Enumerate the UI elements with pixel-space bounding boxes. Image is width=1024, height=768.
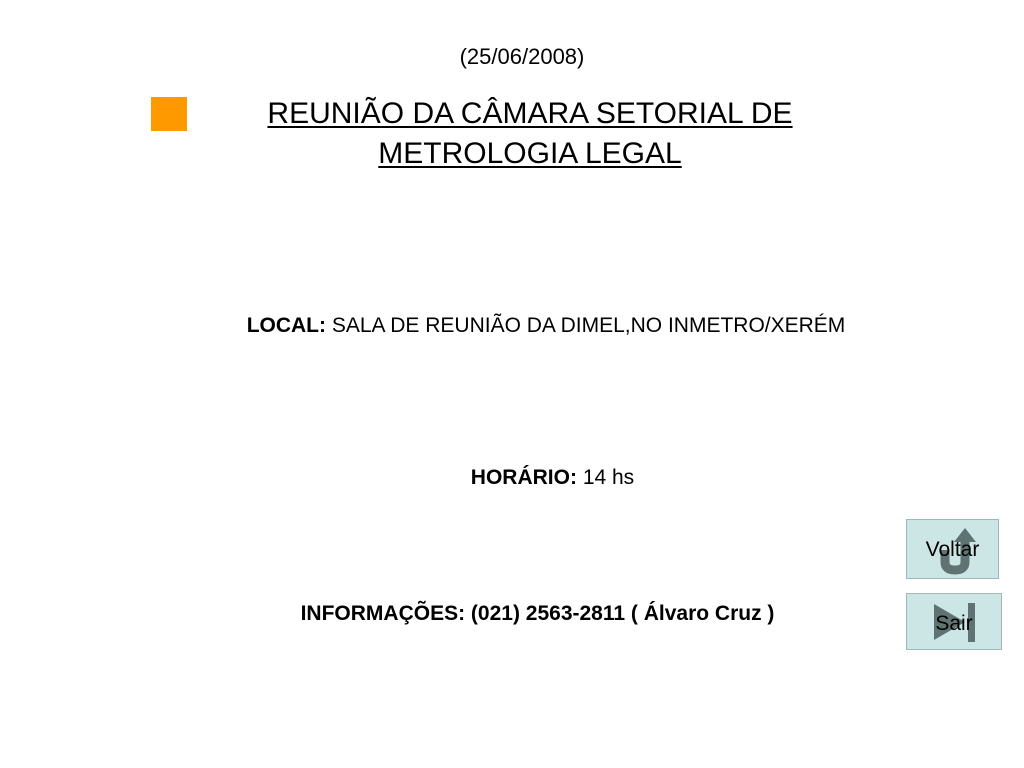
meeting-date: (25/06/2008) bbox=[459, 44, 585, 69]
contact-info: INFORMAÇÕES: (021) 2563-2811 ( Álvaro Cruz ) bbox=[300, 602, 775, 625]
time-line bbox=[0, 466, 1024, 490]
exit-button[interactable] bbox=[906, 593, 1002, 650]
time-label: HORÁRIO: bbox=[470, 466, 577, 489]
location-line bbox=[0, 314, 1024, 338]
back-button[interactable] bbox=[906, 519, 999, 579]
location-label: LOCAL: bbox=[246, 314, 327, 337]
location-value: SALA DE REUNIÃO DA DIMEL,NO INMETRO/XERÉM bbox=[331, 314, 846, 337]
exit-button-label: Sair bbox=[935, 612, 973, 635]
title-line-2: METROLOGIA LEGAL bbox=[378, 137, 682, 170]
title-line-1: REUNIÃO DA CÂMARA SETORIAL DE bbox=[267, 97, 793, 130]
title-bullet bbox=[151, 97, 187, 131]
time-value: 14 hs bbox=[582, 466, 635, 489]
page-title bbox=[200, 94, 860, 174]
back-button-label: Voltar bbox=[925, 538, 980, 561]
